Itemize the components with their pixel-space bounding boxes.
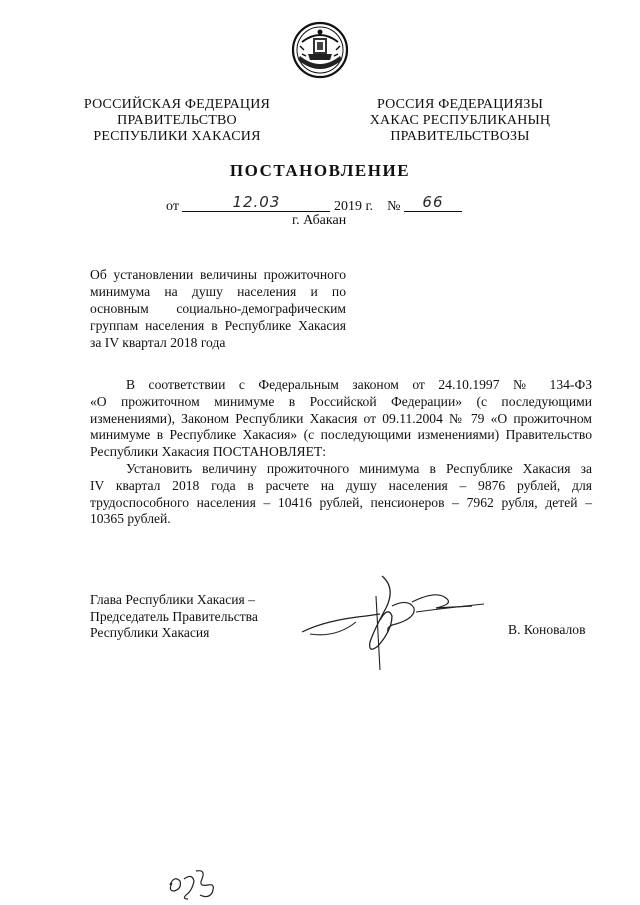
date-blank	[182, 193, 330, 212]
subject-line: Об установлении величины прожиточного	[90, 267, 346, 282]
subject-line: группам населения в Республике Хакасия	[90, 318, 346, 333]
subject-line: основным социально-демографическим	[90, 301, 346, 316]
body-line: трудоспособного населения – 10416 рублей, пенсионеров – 7962 рубля, детей –	[90, 494, 592, 510]
signatory-line: Глава Республики Хакасия –	[90, 592, 255, 607]
body-line: изменениями), Законом Республики Хакасия от 09.11.2004 № 79 «О прожиточном	[90, 410, 592, 426]
date-year: 2019 г.	[333, 199, 374, 214]
body-line: «О прожиточном минимуме в Российской Федерации» (с последующими	[90, 393, 592, 409]
body-line: В соответствии с Федеральным законом от 24.10.1997 № 134-ФЗ	[126, 377, 592, 392]
body-line: Республики Хакасия ПОСТАНОВЛЯЕТ:	[90, 444, 326, 460]
subject-line: минимума на душу населения и по	[90, 284, 346, 299]
number-handwritten: 66	[422, 193, 444, 211]
header-right-line: ПРАВИТЕЛЬСТВОЗЫ	[390, 129, 530, 144]
date-handwritten: 12.03	[232, 193, 281, 211]
date-prefix: от	[166, 199, 179, 214]
number-blank	[404, 193, 462, 212]
header-right	[355, 97, 565, 145]
number-sign: №	[387, 199, 401, 214]
header-right-line: ХАКАС РЕСПУБЛИКАНЫҢ	[369, 113, 551, 128]
signatory-line: Республики Хакасия	[90, 625, 210, 640]
body-paragraph-2	[90, 461, 592, 528]
body-line: Установить величину прожиточного минимума в Республике Хакасия за	[126, 461, 592, 476]
body-line: минимуме в Республике Хакасия» (с последующими изменениями) Правительство	[90, 427, 592, 443]
signatory-name: В. Коновалов	[508, 622, 586, 637]
emblem-icon	[290, 20, 350, 80]
header-left-line: РОССИЙСКАЯ ФЕДЕРАЦИЯ	[83, 97, 271, 112]
initials-mark	[166, 865, 222, 901]
body-line: IV квартал 2018 года в расчете на душу населения – 9876 рублей, для	[90, 477, 592, 493]
signatory-position	[90, 592, 258, 642]
subject	[90, 266, 346, 351]
body-paragraph-1	[90, 377, 592, 461]
signature-mark	[296, 568, 492, 676]
signatory-line: Председатель Правительства	[90, 608, 258, 624]
document-title: ПОСТАНОВЛЕНИЕ	[229, 161, 411, 180]
body-line: 10365 рублей.	[90, 511, 171, 527]
header-left	[72, 97, 282, 145]
city: г. Абакан	[292, 213, 347, 228]
header-right-line: РОССИЯ ФЕДЕРАЦИЯЗЫ	[376, 97, 544, 112]
header-left-line: ПРАВИТЕЛЬСТВО	[117, 113, 237, 128]
subject-line: за IV квартал 2018 года	[90, 335, 226, 350]
header-left-line: РЕСПУБЛИКИ ХАКАСИЯ	[93, 129, 261, 144]
